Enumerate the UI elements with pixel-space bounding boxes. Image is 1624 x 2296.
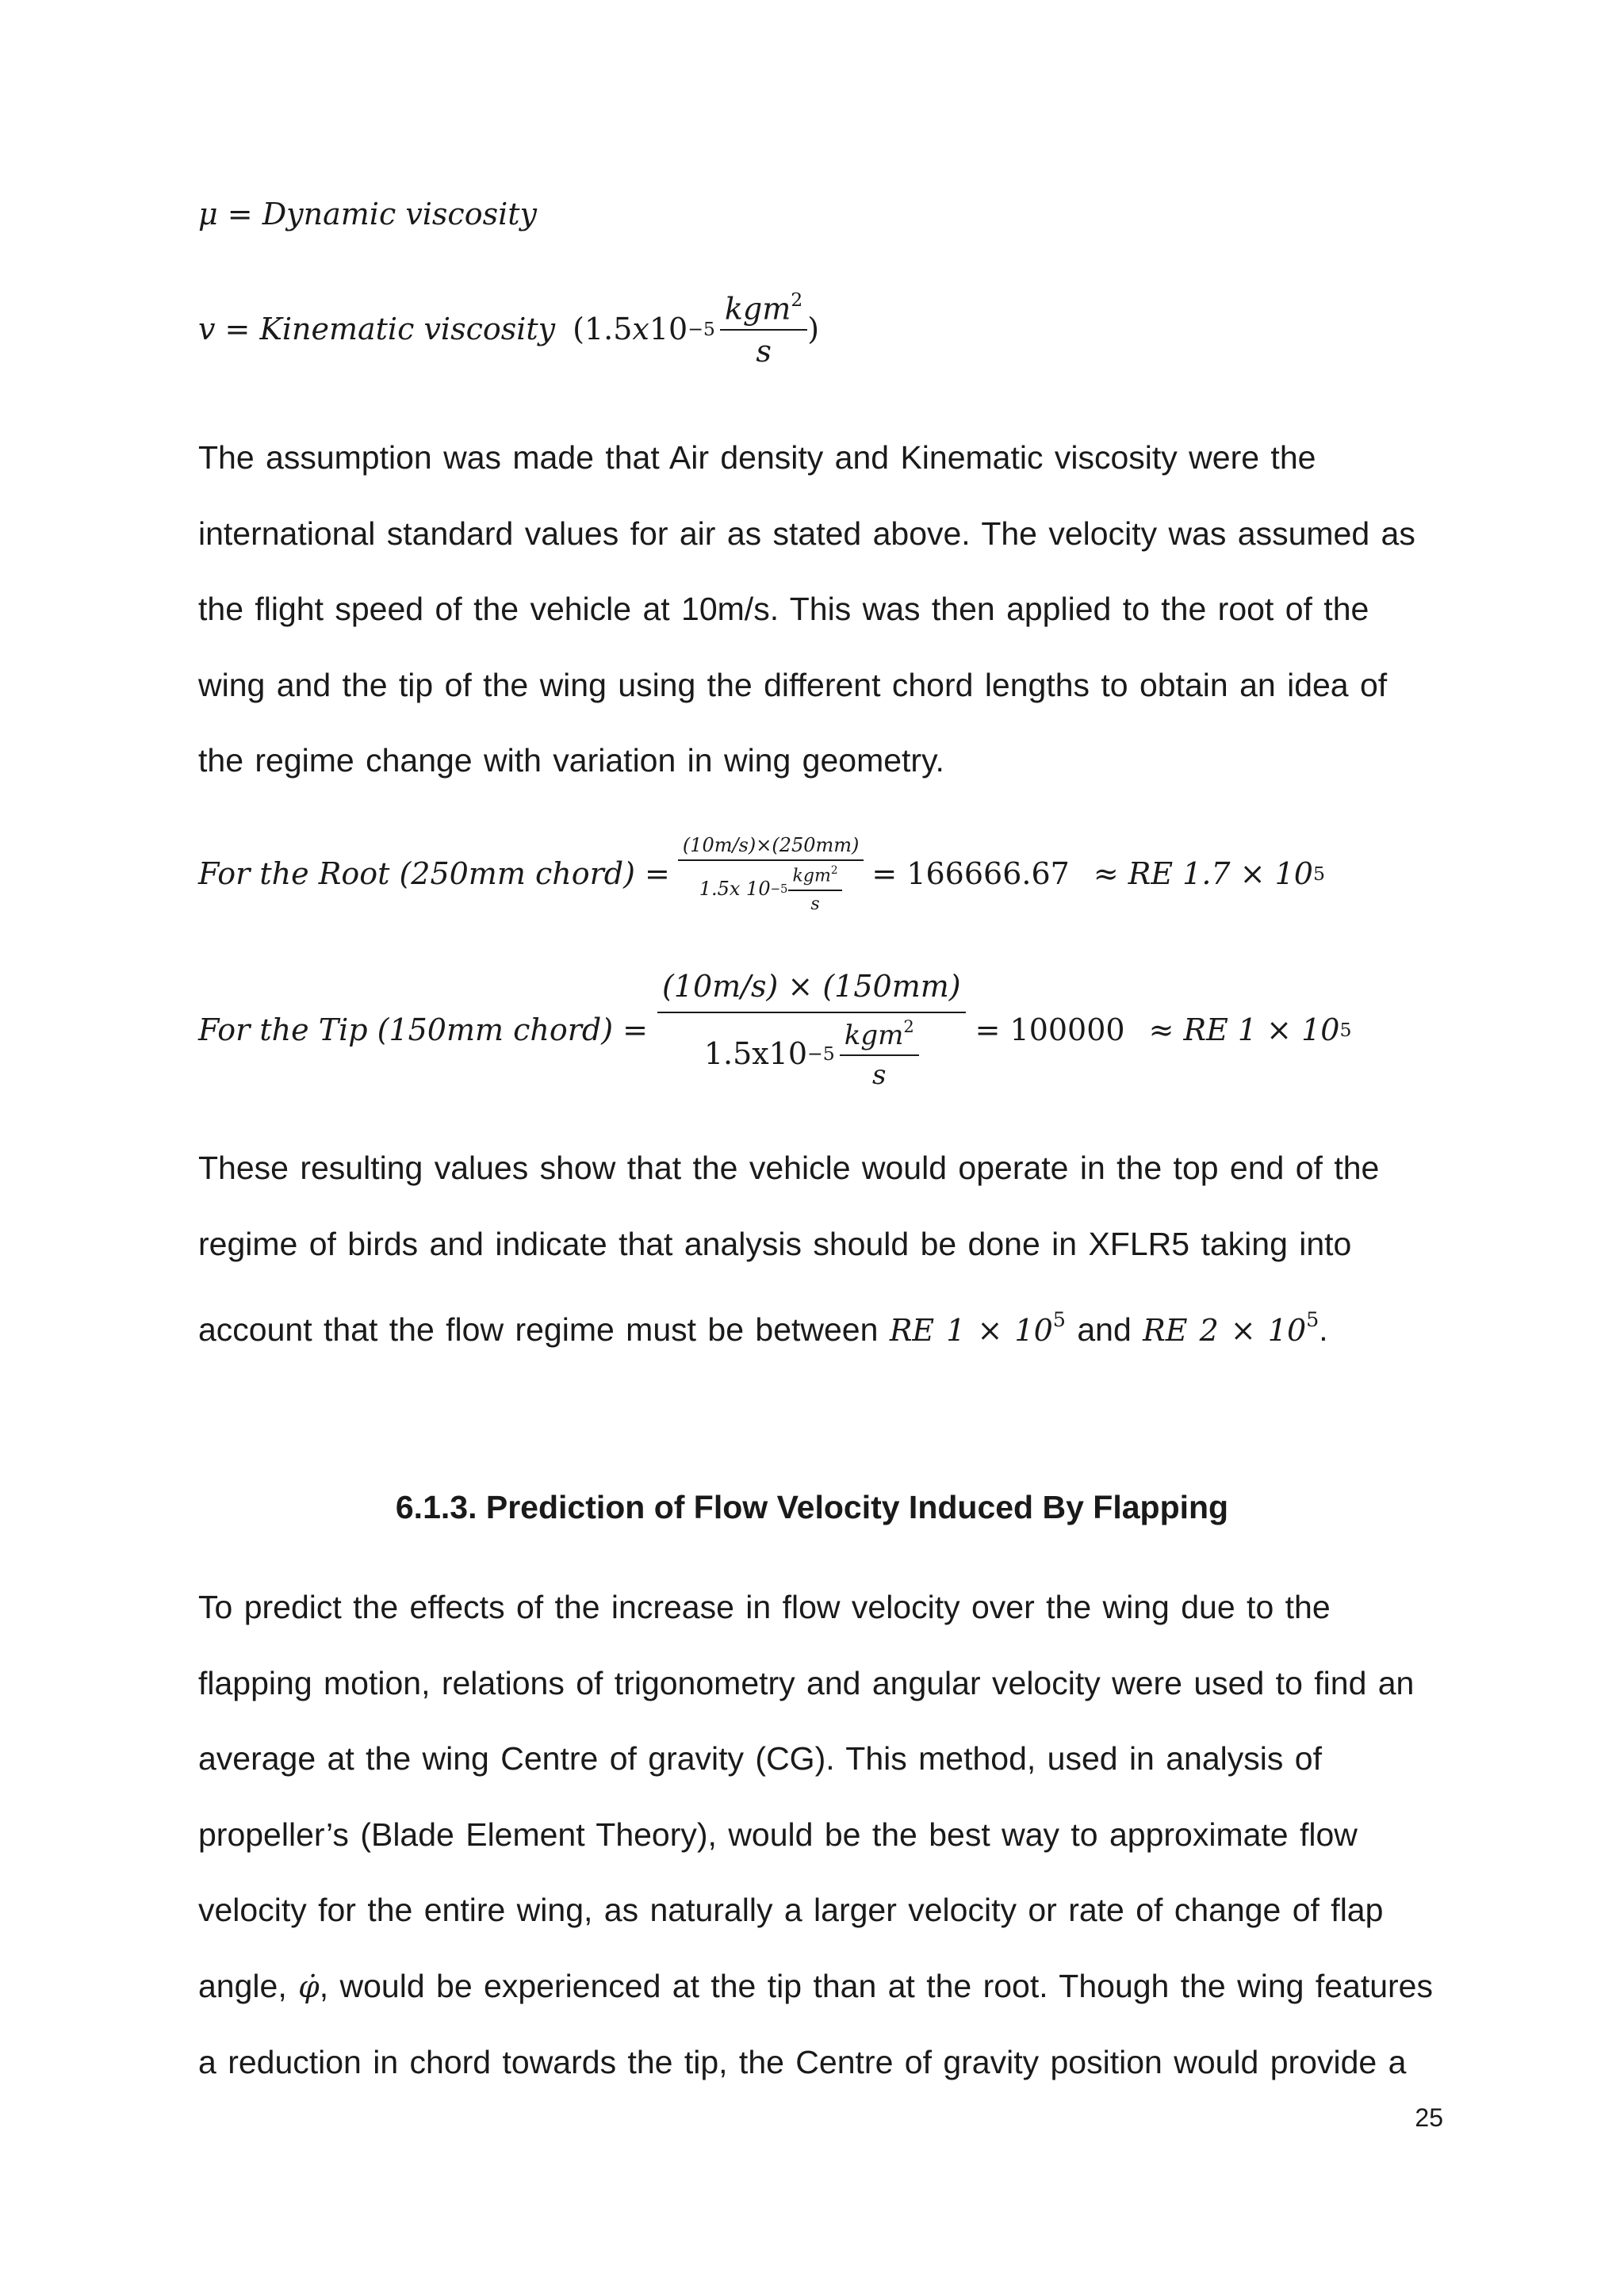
flapping-text-b: , would be experienced at the tip than at the root. Though the wing features a reduction in chord towards the tip, the Centre of gravity position would provide a [198, 1967, 1433, 2080]
paragraph-flapping [198, 1570, 1435, 2101]
tip-units-numerator: kgm [844, 1019, 904, 1051]
mu-symbol: μ [198, 197, 218, 232]
tip-lhs: For the Tip (150mm chord) = [198, 1012, 648, 1047]
and-text: and [1065, 1311, 1143, 1348]
exponent: −5 [688, 317, 715, 340]
def-kinematic-viscosity [198, 289, 819, 369]
units-denominator: s [756, 334, 772, 369]
paragraph-assumptions: The assumption was made that Air density and Kinematic viscosity were the international standard values for air as stated above. The velocity was assumed as the flight speed of the vehicle at 10m/s. This was then applied to the root of the wing and the tip of the wing using the different chord lengths to obtain an idea of the regime change with variation in wing geometry. [198, 439, 1415, 779]
units-numerator: kgm [724, 291, 791, 327]
section-heading: 6.1.3. Prediction of Flow Velocity Induced By Flapping [395, 1489, 1229, 1525]
root-denominator-base: 1.5x 10 [699, 878, 771, 901]
tip-denominator-base: 1.5x10 [703, 1035, 808, 1071]
units-numerator-exp: 2 [791, 289, 803, 311]
root-units-denominator: s [810, 894, 820, 914]
tip-result: = 100000 [975, 1012, 1125, 1047]
equation-root-reynolds [198, 834, 1325, 914]
phi-dot-symbol: φ̇ [298, 1969, 320, 2004]
root-approx-exp: 5 [1312, 863, 1325, 886]
equals-sign: = [215, 311, 260, 346]
flapping-text-a: To predict the effects of the increase in flow velocity over the wing due to the flapping motion, relations of trigonometry and angular velocity were used to find an average at the wing Centre of gravity (CG). This method, used in analysis of propeller’s (Blade Element Theory), would be the best way to approximate flow velocity for the entire wing, as naturally a larger velocity or rate of change of flap angle, [198, 1589, 1415, 2004]
kinematic-viscosity-label: Kinematic viscosity [259, 311, 556, 346]
nu-symbol: v [198, 311, 216, 346]
root-fraction [678, 834, 864, 914]
period: . [1319, 1311, 1328, 1348]
value-close: ) [807, 311, 820, 346]
tip-units-denominator: s [872, 1058, 887, 1091]
tip-denominator-exp: −5 [807, 1042, 835, 1065]
def-dynamic-viscosity [198, 197, 537, 232]
dynamic-viscosity-label: Dynamic viscosity [262, 197, 537, 232]
equation-tip-reynolds [198, 969, 1351, 1091]
value-open: (1.5 [573, 311, 633, 346]
ten-base: 10 [649, 311, 688, 346]
re-upper-bound: RE 2 × 10 [1143, 1312, 1307, 1348]
root-units-fraction [788, 864, 843, 914]
re-upper-exp: 5 [1306, 1307, 1320, 1331]
root-result: = 166666.67 [871, 856, 1070, 892]
root-numerator: (10m/s)×(250mm) [678, 834, 864, 861]
equals-sign: = [217, 197, 262, 232]
root-units-numerator: kgm [792, 866, 831, 886]
re-lower-exp: 5 [1052, 1307, 1066, 1331]
re-lower-bound: RE 1 × 10 [889, 1312, 1053, 1348]
tip-approx-exp: 5 [1339, 1018, 1352, 1041]
tip-units-numerator-exp: 2 [903, 1016, 914, 1036]
results-text: These resulting values show that the vehicle would operate in the top end of the regime of birds and indicate that analysis should be done in XFLR5 taking into account that the flow regime must be between [198, 1150, 1380, 1348]
units-fraction [720, 289, 807, 369]
paragraph-results [198, 1131, 1435, 1368]
tip-units-fraction [840, 1016, 919, 1091]
tip-approx: ≈ RE 1 × 10 [1148, 1012, 1340, 1047]
root-units-numerator-exp: 2 [830, 864, 838, 877]
tip-numerator: (10m/s) × (150mm) [657, 969, 966, 1013]
tip-fraction [657, 969, 966, 1091]
times-x: x [632, 311, 649, 346]
root-denominator-exp: −5 [770, 882, 788, 897]
page-number: 25 [1415, 2103, 1443, 2132]
root-lhs: For the Root (250mm chord) = [198, 856, 670, 892]
root-approx: ≈ RE 1.7 × 10 [1093, 856, 1313, 892]
